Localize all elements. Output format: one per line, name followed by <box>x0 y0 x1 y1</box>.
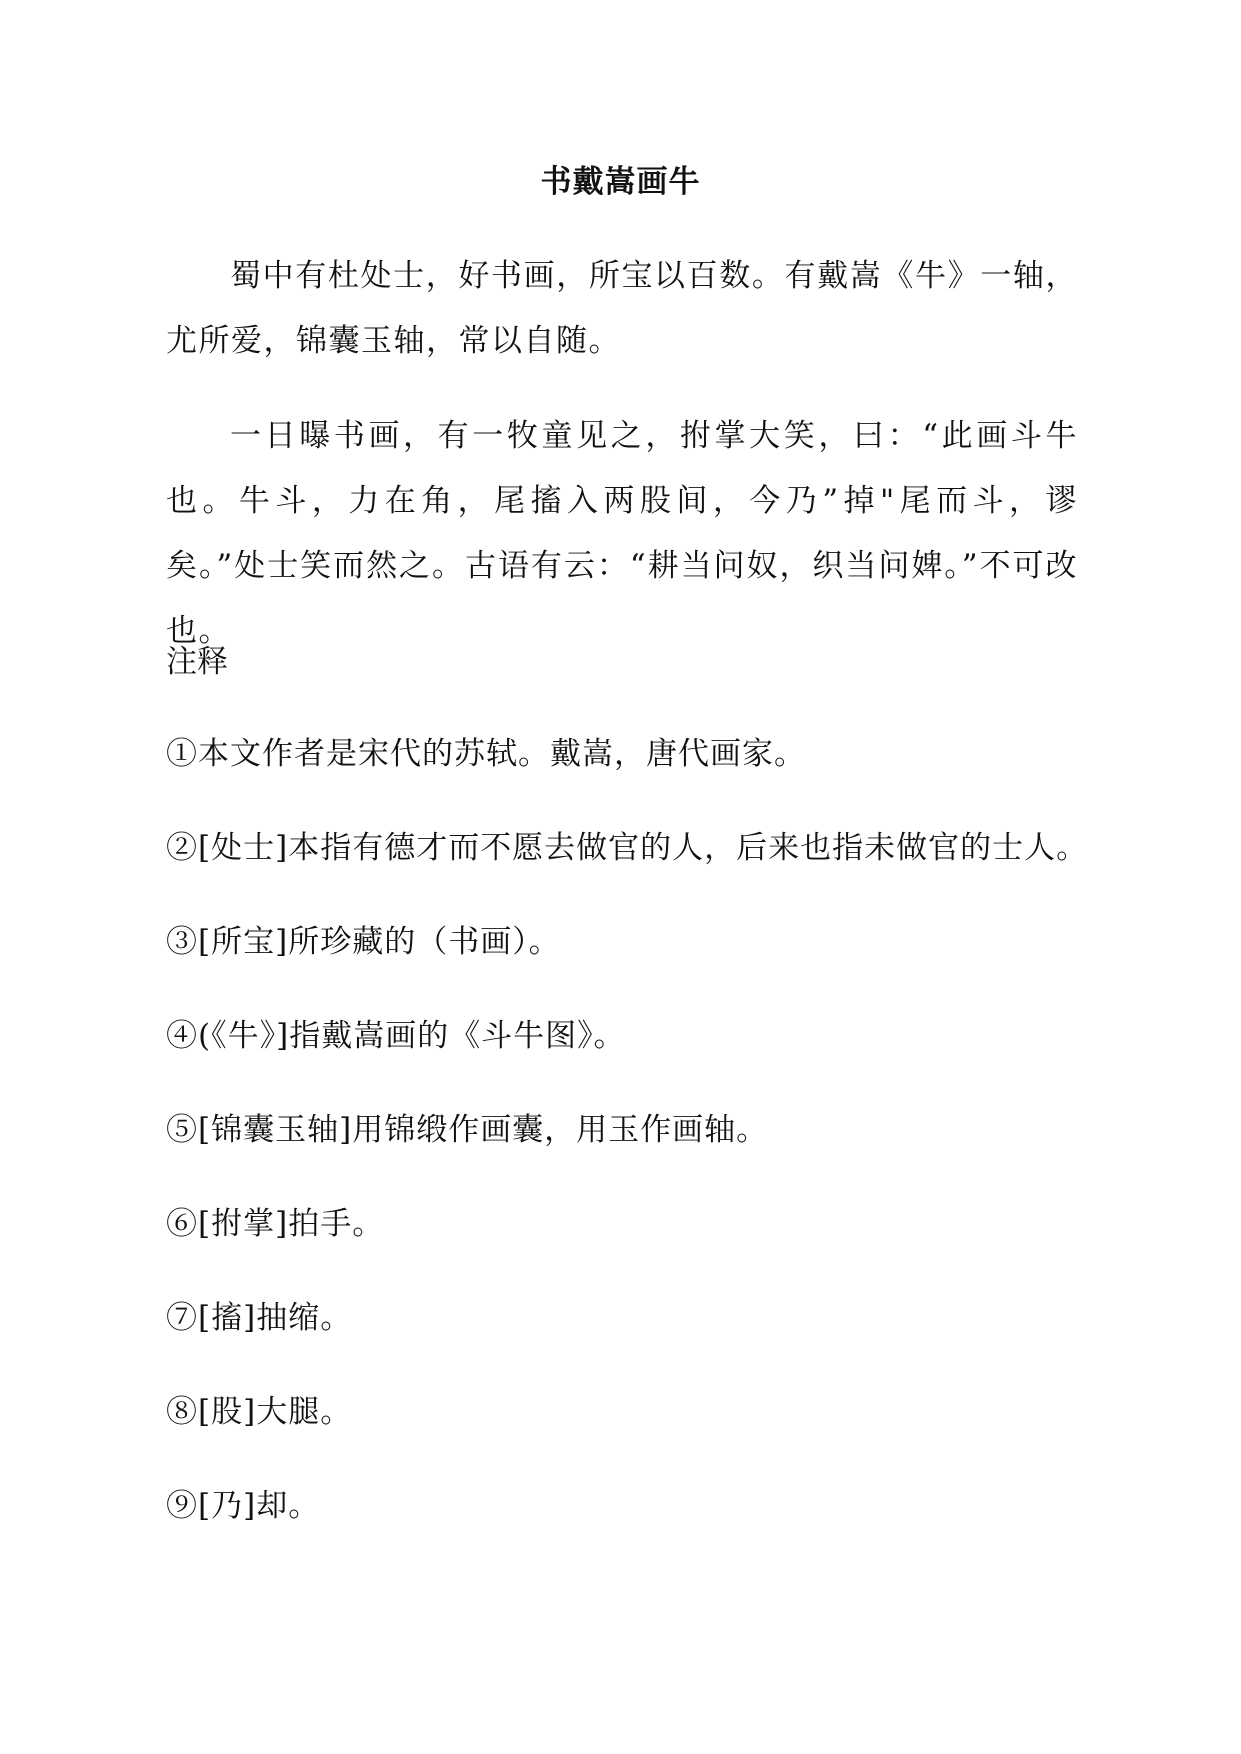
body-paragraph-2: 一日曝书画，有一牧童见之，拊掌大笑，曰：“此画斗牛也。牛斗，力在角，尾搐入两股间，今乃”掉"尾而斗，谬矣。”处士笑而然之。古语有云：“耕当问奴，织当问婢。”不可改也。 <box>166 418 1078 649</box>
note-item: ⑦[搐]抽缩。 <box>166 1300 353 1336</box>
note-item: ⑥[拊掌]拍手。 <box>166 1206 385 1242</box>
document-title: 书戴嵩画牛 <box>540 164 701 200</box>
notes-list <box>166 732 1089 1578</box>
notes-heading: 注释 <box>166 644 228 680</box>
note-item: ②[处士]本指有德才而不愿去做官的人，后来也指未做官的士人。 <box>166 830 1089 866</box>
note-item: ⑨[乃]却。 <box>166 1488 321 1524</box>
note-item: ①本文作者是宋代的苏轼。戴嵩，唐代画家。 <box>166 736 806 772</box>
note-item: ④(《牛》]指戴嵩画的《斗牛图》。 <box>166 1018 626 1054</box>
note-item: ⑧[股]大腿。 <box>166 1394 353 1430</box>
note-item: ③[所宝]所珍藏的（书画）。 <box>166 924 561 960</box>
note-item: ⑤[锦囊玉轴]用锦缎作画囊，用玉作画轴。 <box>166 1112 769 1148</box>
body-paragraph-1: 蜀中有杜处士，好书画，所宝以百数。有戴嵩《牛》一轴，尤所爱，锦囊玉轴，常以自随。 <box>166 258 1078 359</box>
